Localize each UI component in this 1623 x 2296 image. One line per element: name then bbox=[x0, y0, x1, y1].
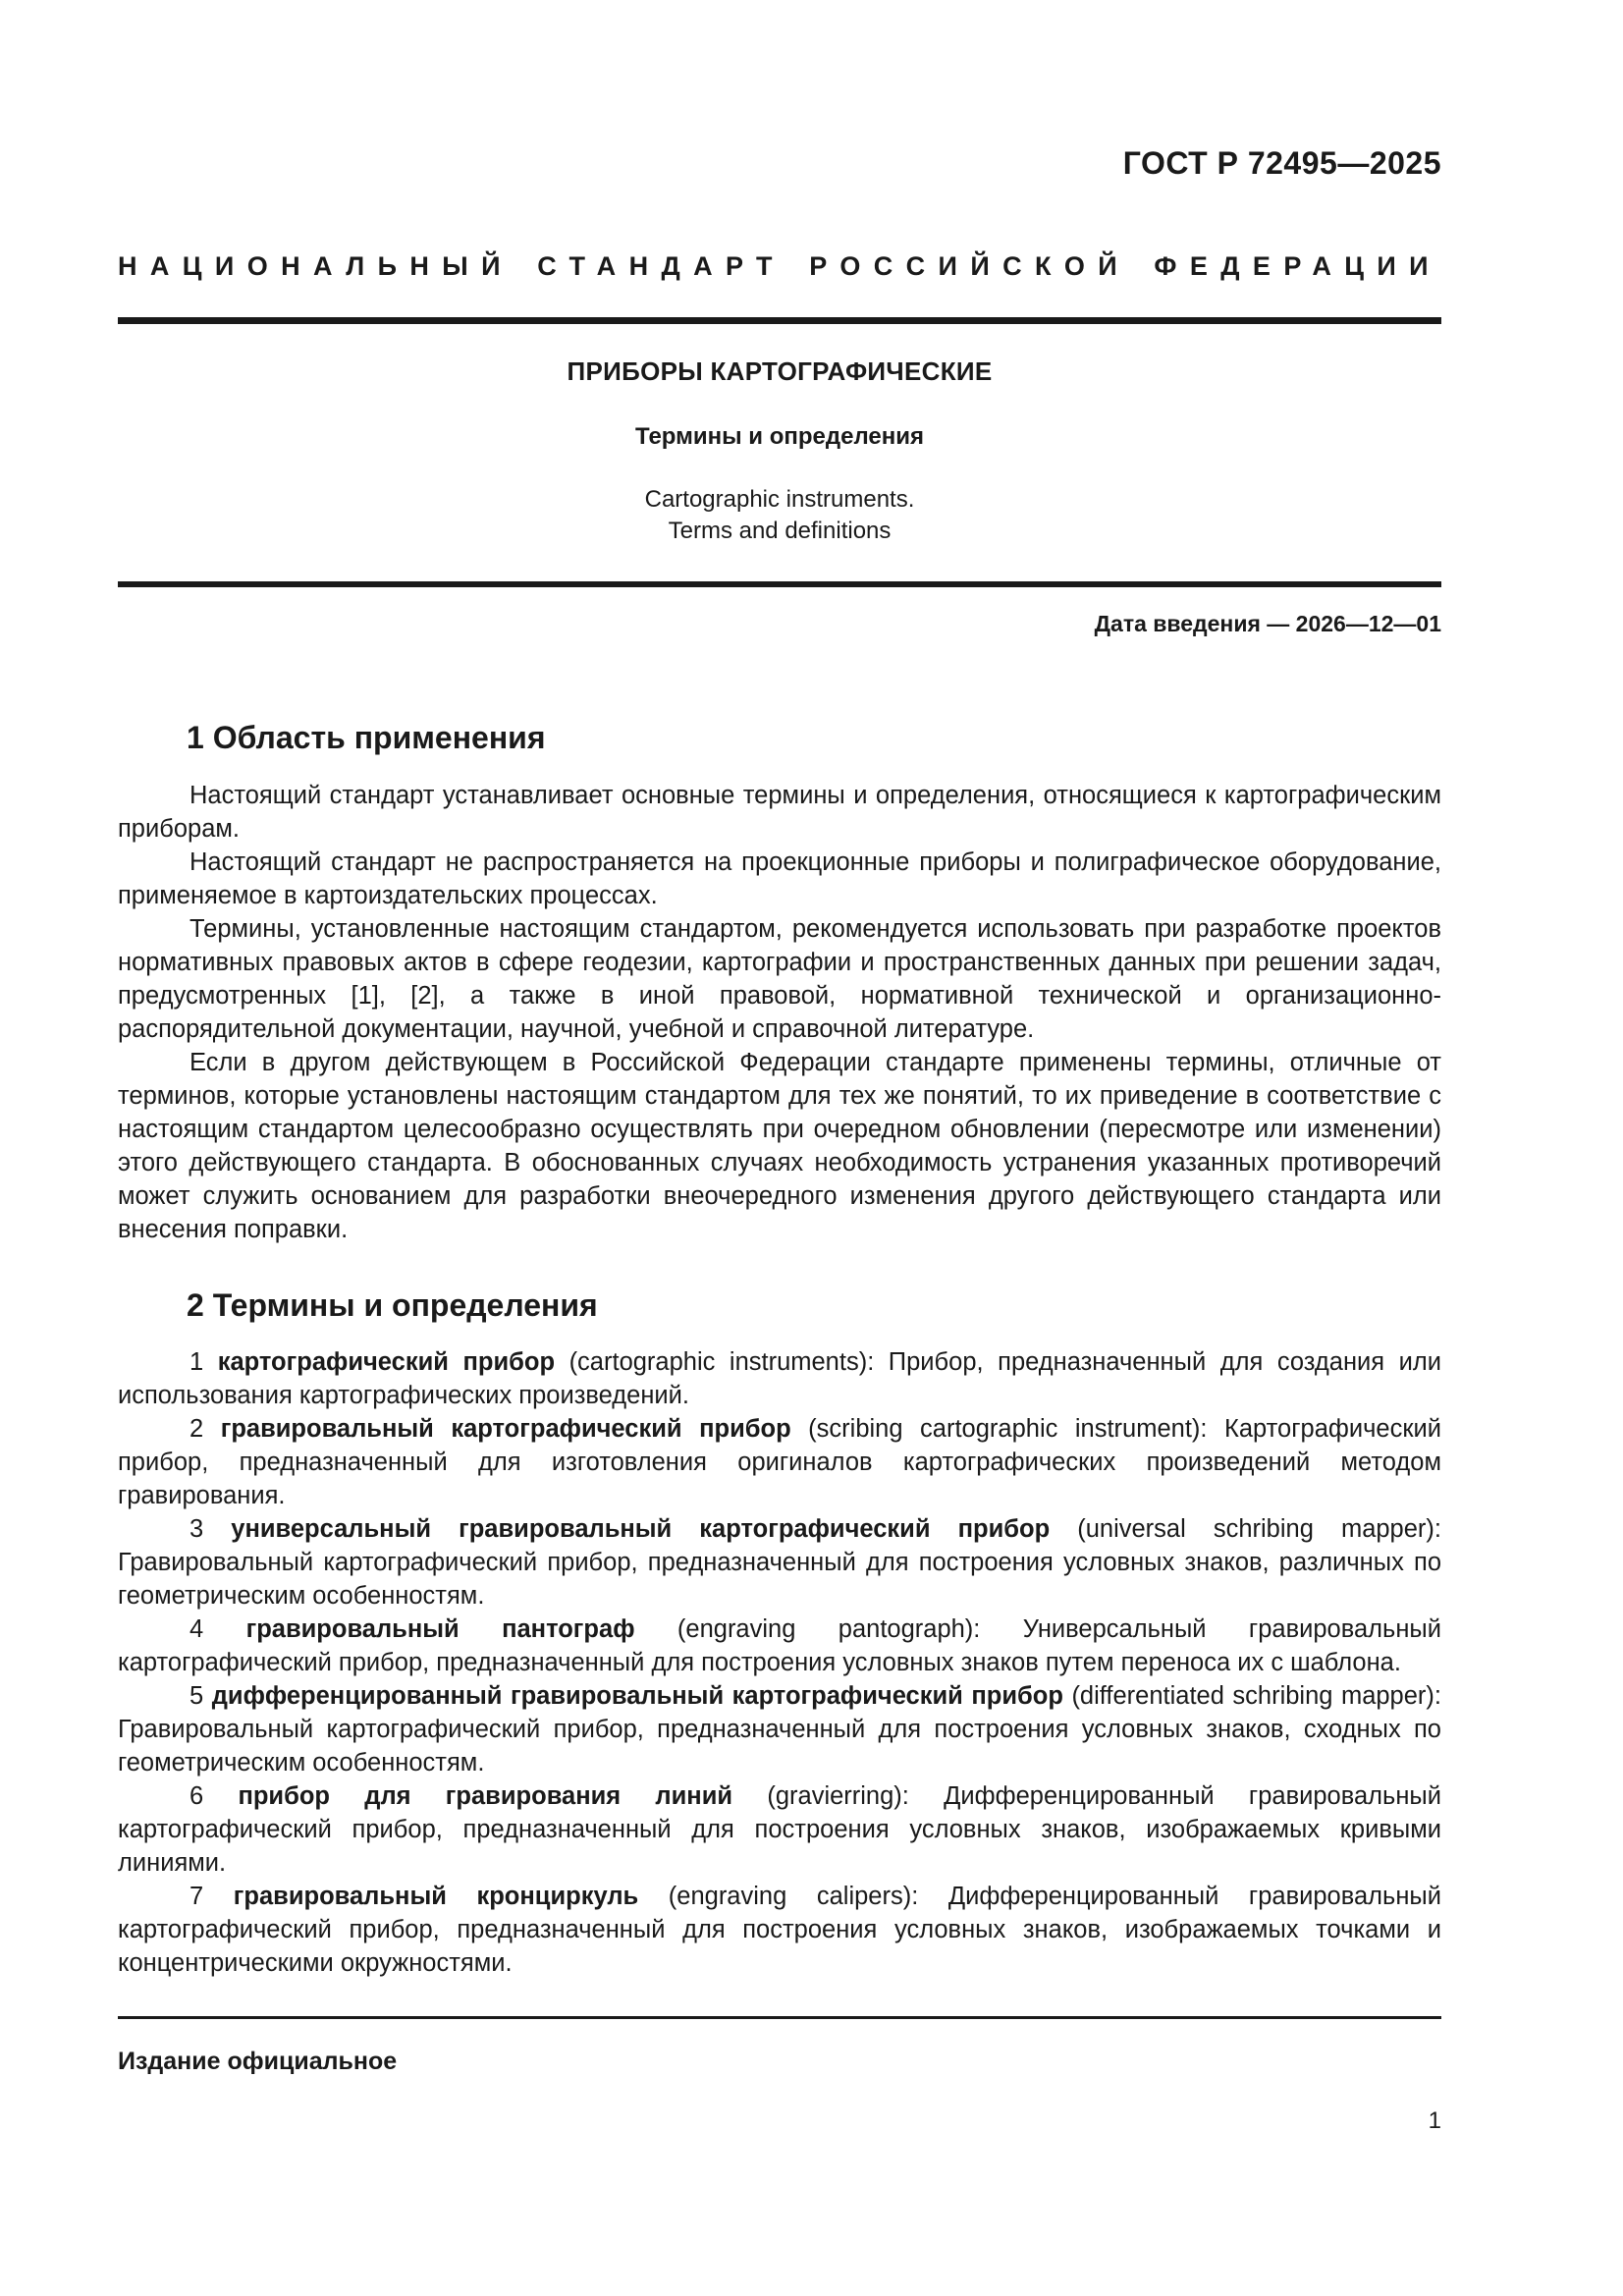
term-entry bbox=[118, 1679, 1441, 1779]
term-entry bbox=[118, 1613, 1441, 1679]
english-title bbox=[118, 484, 1441, 547]
document-subtitle: Термины и определения bbox=[634, 423, 925, 450]
term-entry bbox=[118, 1880, 1441, 1980]
page-number: 1 bbox=[1428, 2107, 1441, 2134]
term-number: 4 bbox=[189, 1615, 204, 1643]
term-name: гравировальный кронциркуль bbox=[233, 1883, 639, 1910]
term-definition: (engraving calipers): Дифференцированный гравировальный картографический прибор, предназначенный для построения условных знаков, изображаемых точками и концентрическими окружностями. bbox=[118, 1883, 1441, 1977]
term-number: 5 bbox=[189, 1682, 204, 1710]
section-heading-terms: 2 Термины и определения bbox=[187, 1287, 598, 1323]
title-divider bbox=[118, 581, 1441, 587]
term-number: 2 bbox=[189, 1415, 204, 1443]
term-name: дифференцированный гравировальный картографический прибор bbox=[211, 1682, 1063, 1710]
scope-paragraph: Если в другом действующем в Российской Федерации стандарте применены термины, отличные от терминов, которые установлены настоящим стандартом для тех же понятий, то их приведение в соответствие с настоящим стандартом целесообразно осуществлять при очередном обновлении (пересмотре или изменении) этого действующего стандарта. В обоснованных случаях необходимость устранения указанных противоречий может служить основанием для разработки внеочередного изменения другого действующего стандарта или внесения поправки. bbox=[118, 1049, 1441, 1243]
official-edition-label: Издание официальное bbox=[118, 2048, 398, 2075]
scope-paragraph: Настоящий стандарт не распространяется на проекционные приборы и полиграфическое оборудование, применяемое в картоиздательских процессах. bbox=[118, 848, 1441, 909]
scope-paragraph: Настоящий стандарт устанавливает основные термины и определения, относящиеся к картографическим приборам. bbox=[118, 782, 1441, 843]
term-entry bbox=[118, 1779, 1441, 1880]
term-entry bbox=[118, 1412, 1441, 1512]
term-number: 3 bbox=[189, 1515, 204, 1543]
term-definition: (cartographic instruments): Прибор, предназначенный для создания или использования картографических произведений. bbox=[118, 1348, 1441, 1409]
term-entry bbox=[118, 1345, 1441, 1412]
english-title-line1: Cartographic instruments. bbox=[644, 486, 915, 513]
term-name: гравировальный пантограф bbox=[245, 1615, 635, 1643]
footer-divider bbox=[118, 2016, 1441, 2019]
term-name: картографический прибор bbox=[217, 1348, 556, 1376]
term-definition: (scribing cartographic instrument): Картографический прибор, предназначенный для изготовления оригиналов картографических произведений методом гравирования. bbox=[118, 1415, 1441, 1509]
term-definition: (differentiated schribing mapper): Гравировальный картографический прибор, предназначенный для построения условных знаков, сходных по геометрическим особенностям. bbox=[118, 1682, 1441, 1777]
english-title-line2: Terms and definitions bbox=[668, 518, 892, 544]
term-name: прибор для гравирования линий bbox=[238, 1782, 733, 1810]
document-title: ПРИБОРЫ КАРТОГРАФИЧЕСКИЕ bbox=[567, 356, 993, 386]
national-standard-banner: НАЦИОНАЛЬНЫЙ СТАНДАРТ РОССИЙСКОЙ ФЕДЕРАЦИИ bbox=[118, 251, 1441, 281]
term-name: универсальный гравировальный картографический прибор bbox=[231, 1515, 1051, 1543]
term-definition: (gravierring): Дифференцированный гравировальный картографический прибор, предназначенный для построения условных знаков, изображаемых кривыми линиями. bbox=[118, 1782, 1441, 1877]
scope-section-body bbox=[118, 779, 1441, 1246]
scope-paragraph: Термины, установленные настоящим стандартом, рекомендуется использовать при разработке проектов нормативных правовых актов в сфере геодезии, картографии и пространственных данных при решении задач, предусмотренных [1], [2], а также в иной правовой, нормативной технической и организационно-распорядительной документации, научной, учебной и справочной литературе. bbox=[118, 915, 1441, 1043]
document-code: ГОСТ Р 72495—2025 bbox=[1122, 145, 1441, 181]
term-number: 7 bbox=[189, 1883, 204, 1910]
term-number: 6 bbox=[189, 1782, 204, 1810]
term-definition: (engraving pantograph): Универсальный гравировальный картографический прибор, предназначенный для построения условных знаков путем переноса их с шаблона. bbox=[118, 1615, 1441, 1676]
term-entry bbox=[118, 1512, 1441, 1613]
header-divider bbox=[118, 317, 1441, 324]
term-name: гравировальный картографический прибор bbox=[220, 1415, 791, 1443]
term-definition: (universal schribing mapper): Гравировальный картографический прибор, предназначенный для построения условных знаков, различных по геометрическим особенностям. bbox=[118, 1515, 1441, 1610]
terms-section-body bbox=[118, 1345, 1441, 1980]
introduction-date: Дата введения — 2026—12—01 bbox=[1094, 611, 1441, 636]
term-number: 1 bbox=[189, 1348, 204, 1376]
section-heading-scope: 1 Область применения bbox=[187, 720, 546, 755]
